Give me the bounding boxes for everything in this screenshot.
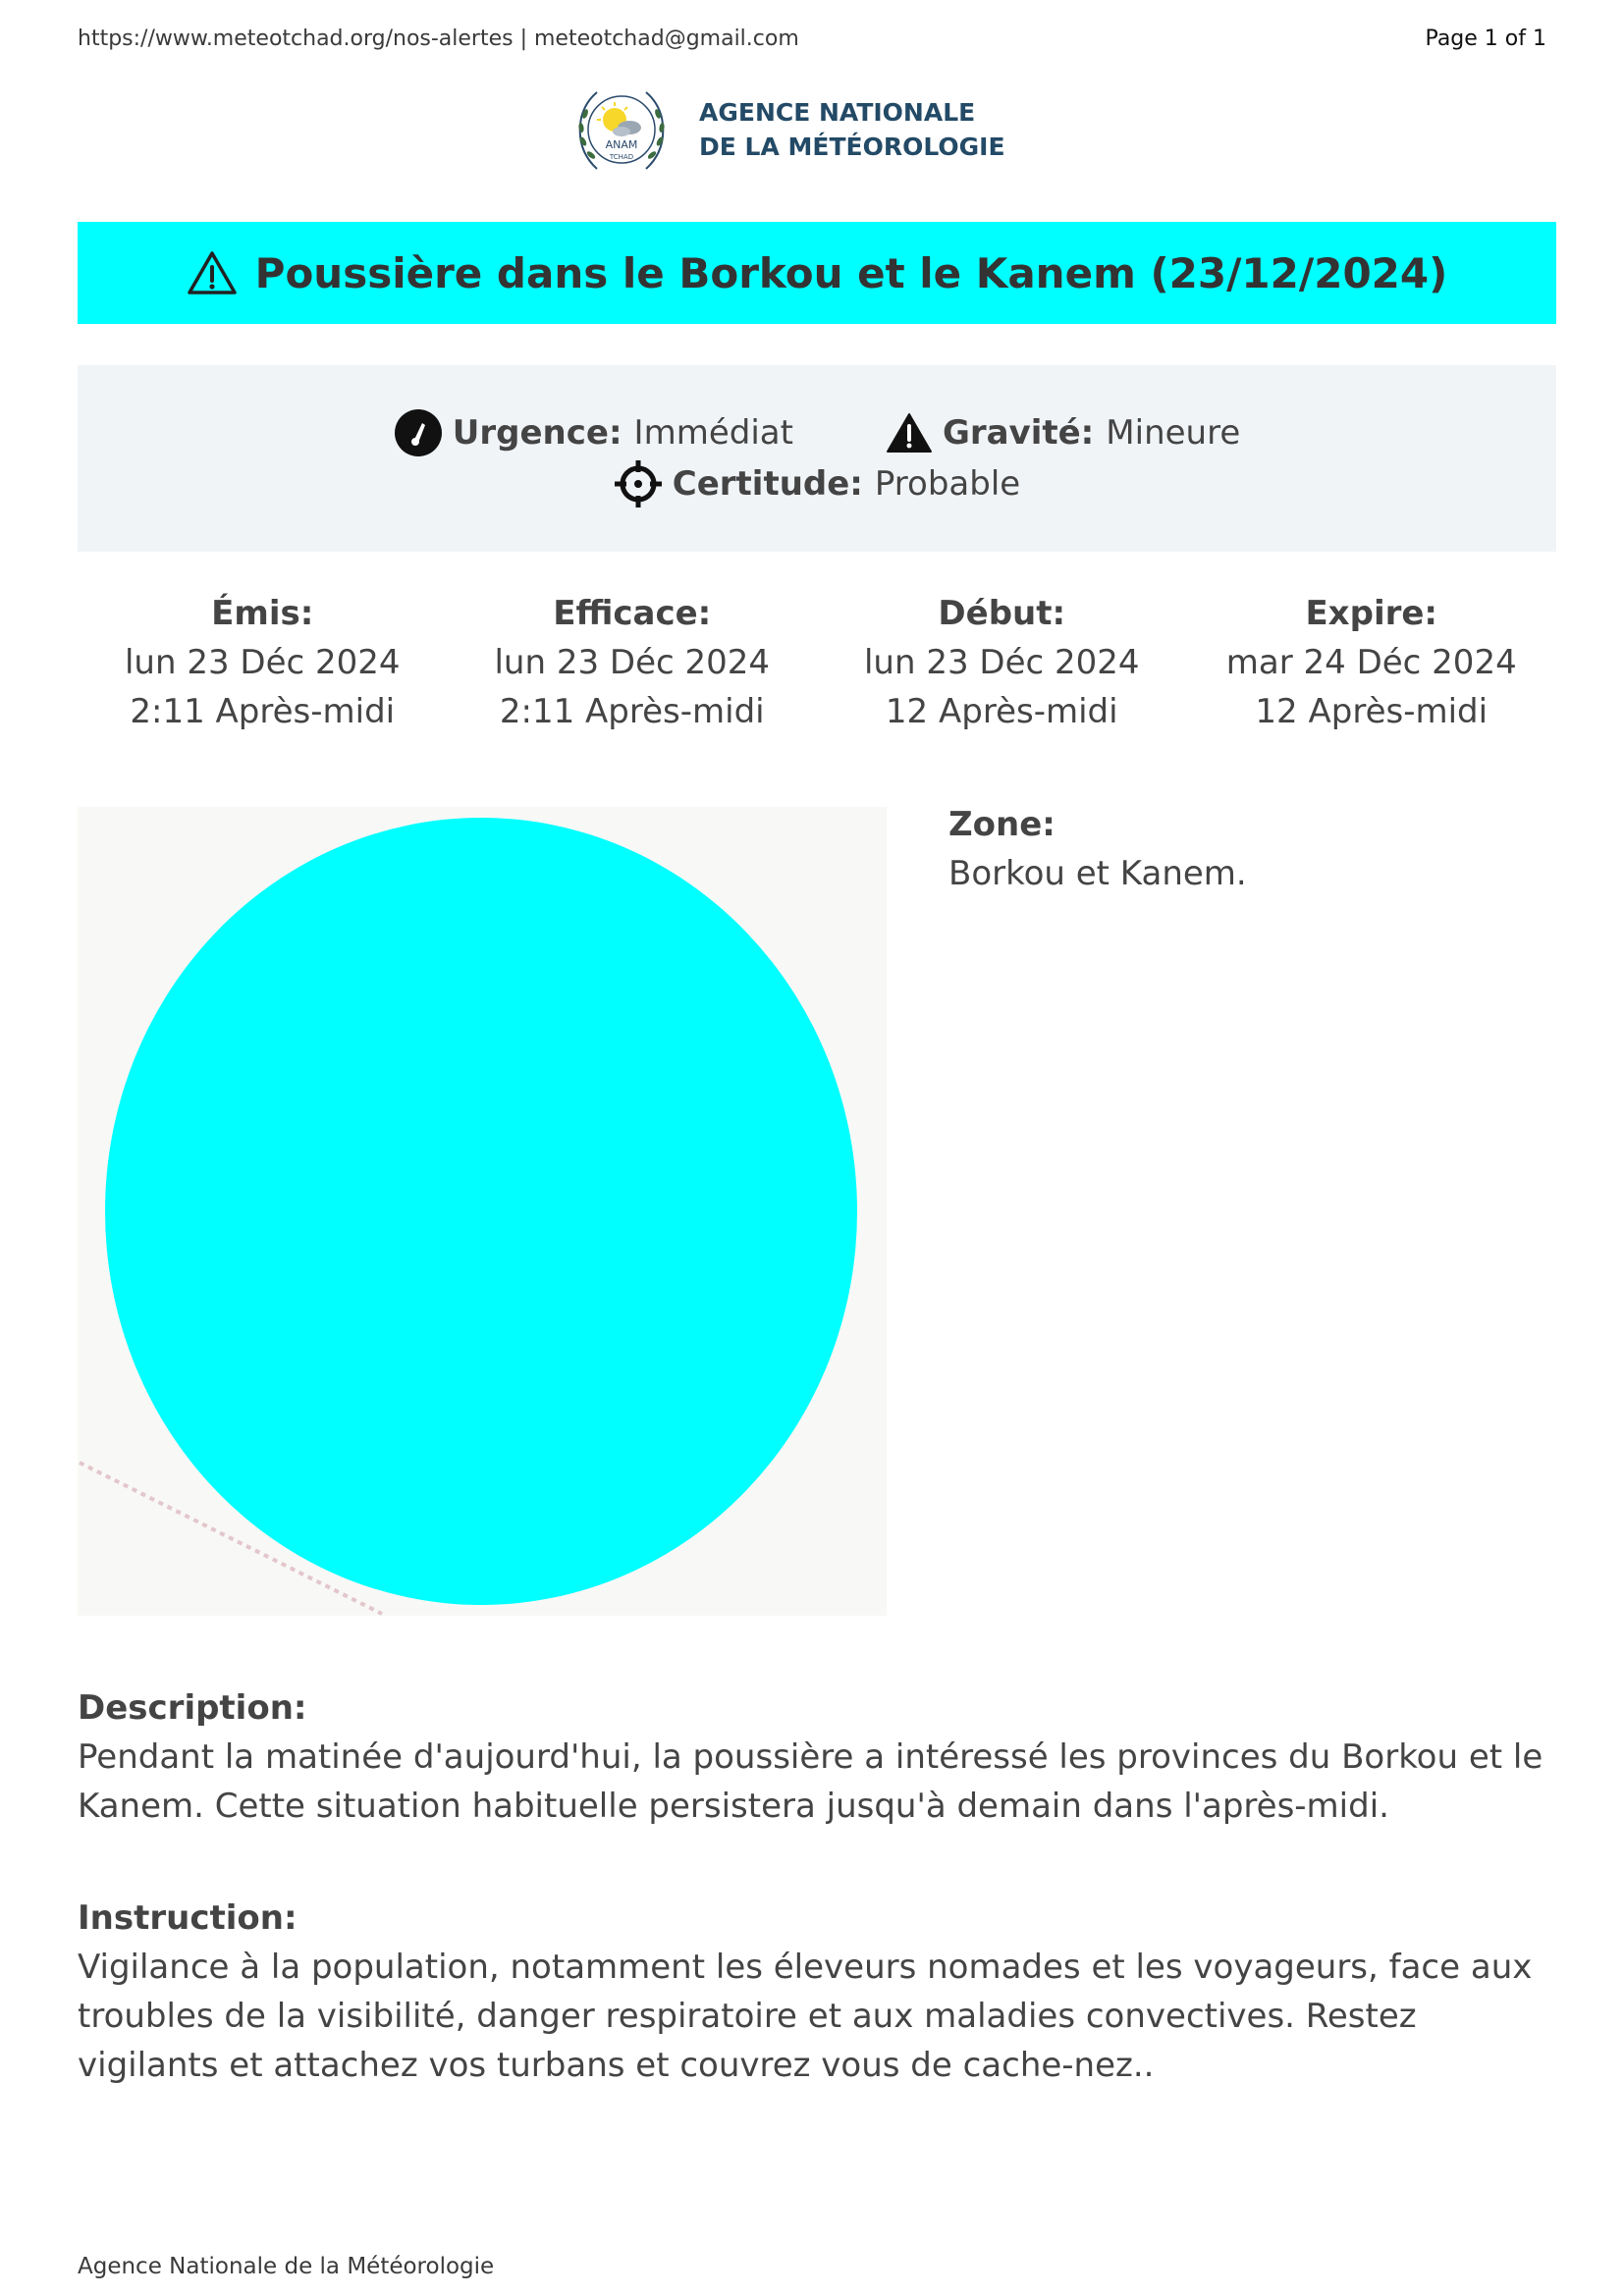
agency-name bbox=[699, 95, 1005, 164]
page-header bbox=[78, 24, 1546, 53]
urgency-item bbox=[394, 408, 793, 457]
meta-row-2 bbox=[78, 459, 1556, 508]
time-value: 12 Après-midi bbox=[885, 692, 1118, 731]
certainty-label: Certitude: bbox=[672, 464, 863, 504]
zone-label: Zone: bbox=[948, 805, 1056, 844]
date-value: mar 24 Déc 2024 bbox=[1225, 643, 1517, 682]
agency-name-line1: AGENCE NATIONALE bbox=[699, 98, 976, 127]
alert-dates bbox=[78, 589, 1556, 746]
date-value: lun 23 Déc 2024 bbox=[863, 643, 1140, 682]
page-number: Page 1 of 1 bbox=[1425, 26, 1546, 51]
severity-value: Mineure bbox=[1106, 413, 1241, 453]
date-issued bbox=[78, 589, 448, 746]
date-label: Efficace: bbox=[553, 594, 712, 633]
description-text: Pendant la matinée d'aujourd'hui, la poussière a intéressé les provinces du Borkou et le Kanem. Cette situation habituelle persistera jusqu'à demain dans l'après-midi. bbox=[78, 1737, 1543, 1826]
time-value: 2:11 Après-midi bbox=[130, 692, 396, 731]
urgency-value: Immédiat bbox=[633, 413, 793, 453]
crosshair-icon bbox=[614, 459, 663, 508]
anam-emblem-icon bbox=[568, 80, 676, 179]
time-value: 12 Après-midi bbox=[1255, 692, 1489, 731]
severity-item bbox=[886, 412, 1240, 454]
header-url[interactable]: https://www.meteotchad.org/nos-alertes | meteotchad@gmail.com bbox=[78, 26, 799, 51]
instruction-label: Instruction: bbox=[78, 1898, 298, 1938]
time-value: 2:11 Après-midi bbox=[499, 692, 765, 731]
instruction-text: Vigilance à la population, notamment les éleveurs nomades et les voyageurs, face aux troubles de la visibilité, danger respiratoire et aux maladies convectives. Restez vigilants et attachez vos turbans et couvrez vous de cache-nez.. bbox=[78, 1948, 1533, 2085]
meta-row-1 bbox=[78, 408, 1556, 457]
alert-zone-map bbox=[78, 807, 887, 1616]
severity-label: Gravité: bbox=[942, 413, 1095, 453]
emblem-text: ANAM bbox=[605, 138, 638, 151]
date-value: lun 23 Déc 2024 bbox=[124, 643, 401, 682]
instruction-section bbox=[78, 1894, 1560, 2090]
zone-map-svg bbox=[78, 807, 887, 1616]
alert-zone-shape bbox=[105, 818, 857, 1605]
alert-title-banner bbox=[78, 222, 1556, 324]
date-value: lun 23 Déc 2024 bbox=[494, 643, 771, 682]
zone-value: Borkou et Kanem. bbox=[948, 854, 1247, 893]
warning-triangle-icon bbox=[187, 249, 238, 296]
date-label: Début: bbox=[938, 594, 1066, 633]
emblem-subtext: TCHAD bbox=[609, 153, 634, 161]
description-section bbox=[78, 1683, 1560, 1831]
certainty-value: Probable bbox=[874, 464, 1021, 504]
description-label: Description: bbox=[78, 1688, 307, 1728]
urgency-label: Urgence: bbox=[452, 413, 623, 453]
gauge-icon bbox=[394, 408, 443, 457]
date-label: Expire: bbox=[1305, 594, 1438, 633]
date-expires bbox=[1187, 589, 1557, 746]
emblem-caption bbox=[605, 139, 638, 163]
agency-logo bbox=[568, 80, 1058, 179]
alert-title: Poussière dans le Borkou et le Kanem (23/12/2024) bbox=[254, 248, 1448, 297]
date-effective bbox=[448, 589, 818, 746]
page-footer: Agence Nationale de la Météorologie bbox=[78, 2254, 495, 2279]
zone-section bbox=[948, 800, 1247, 898]
alert-triangle-icon bbox=[886, 412, 933, 454]
date-label: Émis: bbox=[211, 594, 314, 633]
alert-meta-box bbox=[78, 365, 1556, 552]
agency-name-line2: DE LA MÉTÉOROLOGIE bbox=[699, 133, 1005, 161]
certainty-item bbox=[614, 459, 1020, 508]
date-onset bbox=[817, 589, 1187, 746]
